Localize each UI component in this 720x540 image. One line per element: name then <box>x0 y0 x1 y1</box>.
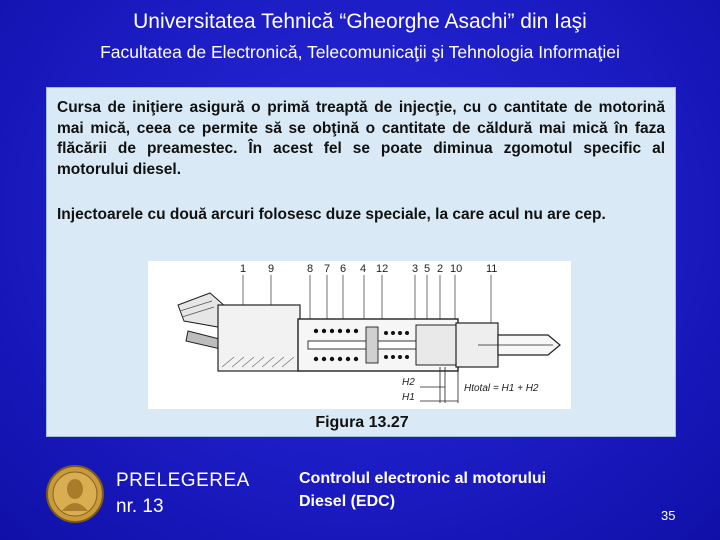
label-formula: Htotal = H1 + H2 <box>464 383 539 394</box>
part-label: 9 <box>268 263 275 275</box>
lecture-label: PRELEGEREA <box>116 470 250 491</box>
label-h1: H1 <box>402 392 415 403</box>
part-label: 12 <box>376 263 389 275</box>
course-title: Controlul electronic al motorului <box>299 470 547 487</box>
faculty-subtitle: Facultatea de Electronică, Telecomunicaţii şi Tehnologia Informaţiei <box>100 42 620 62</box>
label-h2: H2 <box>402 377 415 388</box>
part-label: 4 <box>360 263 367 275</box>
medal-logo <box>46 465 104 523</box>
page-number: 35 <box>661 508 676 523</box>
figure-caption: Figura 13.27 <box>315 414 409 431</box>
part-label: 3 <box>412 263 419 275</box>
dimension-markers <box>420 367 458 403</box>
part-label: 7 <box>324 263 331 275</box>
course-title-continued: Diesel (EDC) <box>299 493 396 510</box>
university-title: Universitatea Tehnică “Gheorghe Asachi” din Iaşi <box>133 10 587 33</box>
part-label: 11 <box>486 263 498 275</box>
content-panel <box>46 87 676 437</box>
part-label: 1 <box>240 263 247 275</box>
injector-diagram <box>148 261 571 409</box>
paragraph-pilot-injection: Cursa de iniţiere asigură o primă treaptă de injecţie, cu o cantitate de motorină mai mică, ceea ce permite să se obţină o cantitate de căldură mai mică în faza flăcării de preamestec. În acest fel se poate diminua zgomotul specific al motorului diesel. <box>57 99 665 178</box>
injector-drawing <box>148 261 571 409</box>
injector-body <box>178 293 560 371</box>
paragraph-two-spring-injectors: Injectoarele cu două arcuri folosesc duze speciale, la care acul nu are cep. <box>57 206 606 223</box>
part-label: 5 <box>424 263 431 275</box>
part-label: 8 <box>307 263 314 275</box>
part-label: 10 <box>450 263 463 275</box>
part-label: 6 <box>340 263 347 275</box>
part-label: 2 <box>437 263 444 275</box>
lecture-number: nr. 13 <box>116 496 164 517</box>
